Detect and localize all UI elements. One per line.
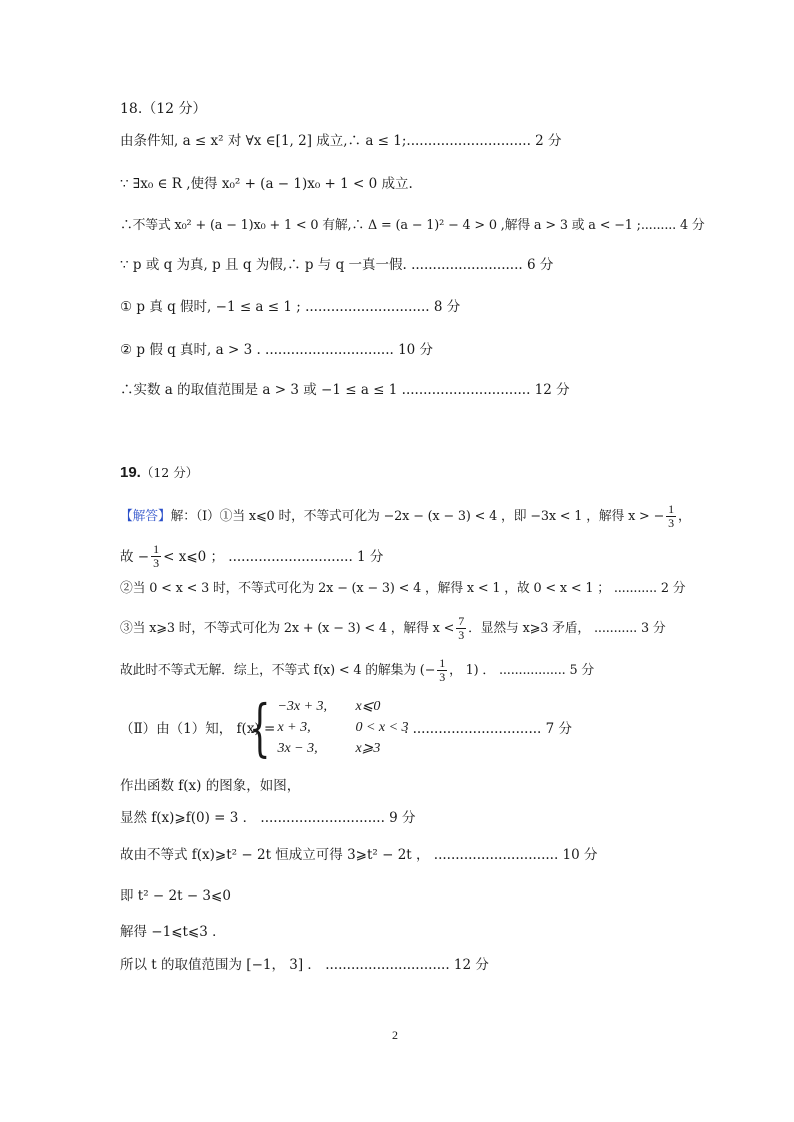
q19-line-9: 故由不等式 f(x)⩾t² − 2t 恒成立可得 3⩾t² − 2t ， ............................. 10 分 bbox=[120, 847, 598, 863]
page-number: 2 bbox=[392, 1028, 398, 1042]
q19-line-6-prefix: （Ⅱ）由（1）知， f(x) = bbox=[120, 721, 276, 737]
q19-line-5: 故此时不等式无解．综上，不等式 f(x) < 4 的解集为 (− $\frac{1}{3}$ ， 1) ． ................. 5 分 bbox=[120, 656, 595, 684]
q19-heading bbox=[120, 463, 198, 481]
fraction: $\frac{7}{3}$ bbox=[458, 614, 465, 642]
q18-line-2: ∵ ∃x₀ ∈ R ,使得 x₀² + (a − 1)x₀ + 1 < 0 成立. bbox=[120, 176, 413, 192]
q18-line-3: ∴不等式 x₀² + (a − 1)x₀ + 1 < 0 有解,∴ Δ = (a − 1)² − 4 > 0 ,解得 a > 3 或 a < −1 ;......... 4 分 bbox=[120, 218, 705, 233]
fraction: $\frac{1}{3}$ bbox=[668, 502, 674, 530]
q19-heading-score: （12 分） bbox=[140, 465, 199, 480]
fraction: $\frac{1}{3}$ bbox=[153, 542, 160, 570]
q19-line-7: 作出函数 f(x) 的图象，如图， bbox=[120, 778, 301, 794]
q18-line-5: ① p 真 q 假时, −1 ≤ a ≤ 1 ; ............................. 8 分 bbox=[120, 299, 461, 315]
q19-line-6-suffix: . .............................. 7 分 bbox=[404, 721, 572, 737]
q18-line-7: ∴实数 a 的取值范围是 a > 3 或 −1 ≤ a ≤ 1 .............................. 12 分 bbox=[120, 382, 570, 398]
q18-line-6: ② p 假 q 真时, a > 3 . .............................. 10 分 bbox=[120, 342, 434, 358]
q18-heading: 18.（12 分） bbox=[120, 101, 207, 117]
brace: { bbox=[248, 691, 271, 764]
q19-line-1: 【解答】 解：（Ⅰ）①当 x⩽0 时，不等式可化为 −2x − (x − 3) < 4 ，即 −3x < 1 ，解得 x > − $\frac{1}{3}$ ， bbox=[120, 502, 691, 530]
solution-tag: 【解答】 bbox=[120, 508, 171, 524]
q19-line-1-text: 解：（Ⅰ）①当 x⩽0 时，不等式可化为 −2x − (x − 3) < 4 ，即 −3x < 1 ，解得 x > − bbox=[170, 508, 665, 524]
q19-line-8: 显然 f(x)⩾f(0) = 3 ． ............................. 9 分 bbox=[120, 810, 416, 826]
q19-line-4: ③当 x⩾3 时，不等式可化为 2x + (x − 3) < 4 ，解得 x < $\frac{7}{3}$ ．显然与 x⩾3 矛盾， ........... 3 分 bbox=[120, 614, 666, 642]
fraction: $\frac{1}{3}$ bbox=[439, 656, 446, 684]
q19-line-12: 所以 t 的取值范围为 [−1， 3] ． ............................. 12 分 bbox=[120, 957, 489, 973]
piecewise-cases: −3x + 3, x⩽0 x + 3, 0 < x < 3 3x − 3, x⩾3 bbox=[277, 699, 409, 756]
q18-line-4: ∵ p 或 q 为真, p 且 q 为假,∴ p 与 q 一真一假. .......................... 6 分 bbox=[120, 257, 554, 273]
piecewise-function bbox=[240, 691, 425, 764]
q19-line-3: ②当 0 < x < 3 时，不等式可化为 2x − (x − 3) < 4 ，解得 x < 1 ，故 0 < x < 1 ； ........... 2 分 bbox=[120, 581, 686, 596]
q18-line-1: 由条件知, a ≤ x² 对 ∀x ∈[1, 2] 成立,∴ a ≤ 1;............................. 2 分 bbox=[120, 133, 562, 149]
q19-heading-number: 19. bbox=[120, 464, 141, 481]
q19-line-11: 解得 −1⩽t⩽3 ． bbox=[120, 924, 226, 940]
q19-line-10: 即 t² − 2t − 3⩽0 bbox=[120, 888, 231, 904]
q19-line-2: 故 − $\frac{1}{3}$ < x⩽0 ； ............................. 1 分 bbox=[120, 542, 384, 570]
